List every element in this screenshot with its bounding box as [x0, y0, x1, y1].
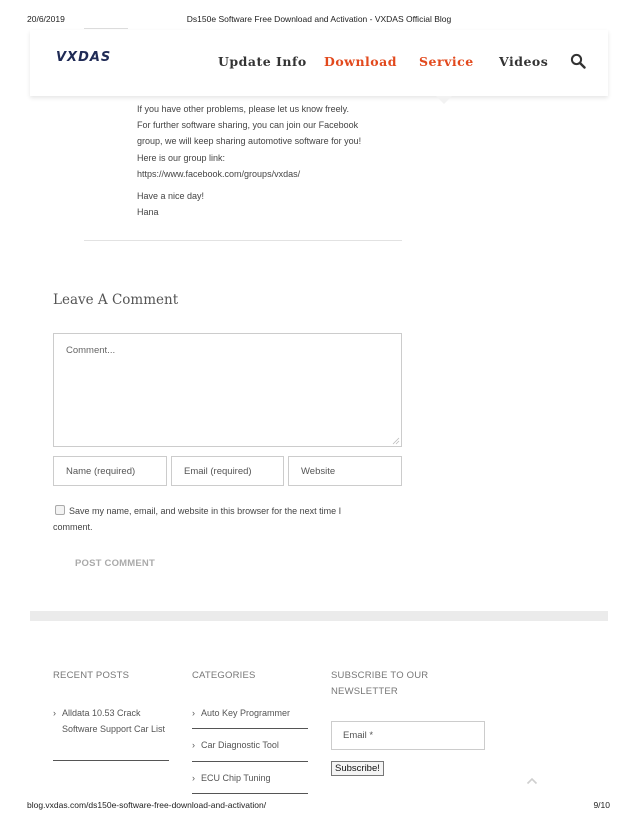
- category-separator: [192, 793, 308, 794]
- comment-heading: Leave A Comment: [53, 292, 179, 308]
- email-field[interactable]: [171, 456, 284, 486]
- article-line: If you have other problems, please let us know freely.: [137, 104, 349, 114]
- recent-post-title[interactable]: Alldata 10.53 Crack Software Support Car List: [62, 708, 166, 734]
- subscribe-button[interactable]: Subscribe!: [331, 761, 384, 776]
- article-text: [137, 101, 407, 220]
- article-line: For further software sharing, you can join our Facebook: [137, 120, 359, 131]
- logo-text: VXDAS: [56, 50, 112, 65]
- chevron-right-icon: ›: [192, 773, 195, 783]
- recent-posts-heading: RECENT POSTS: [53, 670, 130, 681]
- category-separator: [192, 728, 308, 729]
- category-item[interactable]: [192, 737, 308, 753]
- chevron-right-icon: ›: [192, 740, 195, 750]
- article-line: group, we will keep sharing automotive software for you!: [137, 136, 362, 147]
- recent-post-separator: [53, 760, 169, 761]
- article-line: Here is our group link:: [137, 152, 226, 163]
- scroll-to-top-icon[interactable]: [526, 776, 538, 786]
- nav-service[interactable]: Service: [419, 54, 474, 69]
- category-item[interactable]: [192, 770, 308, 786]
- facebook-group-link[interactable]: https://www.facebook.com/groups/vxdas/: [137, 168, 301, 179]
- footer-top-bar: [30, 611, 608, 621]
- article-divider: [84, 240, 402, 241]
- top-rule: [84, 28, 128, 29]
- print-title: Ds150e Software Free Download and Activation - VXDAS Official Blog: [186, 14, 452, 24]
- author-signature: Hana: [137, 207, 159, 218]
- save-info-checkbox[interactable]: [55, 505, 65, 515]
- post-comment-button[interactable]: POST COMMENT: [75, 558, 155, 569]
- print-date: 20/6/2019: [27, 14, 65, 24]
- website-field[interactable]: [288, 456, 402, 486]
- chevron-right-icon: ›: [192, 708, 195, 718]
- nav-update-info[interactable]: Update Info: [218, 54, 307, 69]
- chevron-right-icon: ›: [53, 708, 56, 718]
- category-item[interactable]: [192, 705, 308, 721]
- save-info-label: Save my name, email, and website in this browser for the next time I comment.: [53, 506, 342, 532]
- closing-line: Have a nice day!: [137, 191, 205, 202]
- comment-textarea[interactable]: [53, 333, 402, 447]
- nav-download[interactable]: Download: [324, 54, 397, 69]
- site-logo[interactable]: [56, 50, 111, 65]
- subscribe-heading: SUBSCRIBE TO OUR NEWSLETTER: [331, 670, 429, 697]
- search-icon[interactable]: [570, 53, 586, 69]
- categories-heading: CATEGORIES: [192, 670, 256, 681]
- nav-dropdown-caret: [436, 96, 452, 104]
- newsletter-email-field[interactable]: [331, 721, 485, 750]
- recent-post-item[interactable]: [53, 705, 169, 737]
- print-url: blog.vxdas.com/ds150e-software-free-download-and-activation/: [27, 800, 267, 810]
- save-info-row: [53, 503, 383, 535]
- print-page-number: 9/10: [593, 800, 610, 810]
- nav-videos[interactable]: Videos: [499, 54, 549, 69]
- site-navbar: [30, 30, 608, 96]
- name-field[interactable]: [53, 456, 167, 486]
- category-label[interactable]: ECU Chip Tuning: [201, 773, 271, 783]
- category-separator: [192, 761, 308, 762]
- category-label[interactable]: Auto Key Programmer: [201, 708, 291, 718]
- category-label[interactable]: Car Diagnostic Tool: [201, 740, 279, 750]
